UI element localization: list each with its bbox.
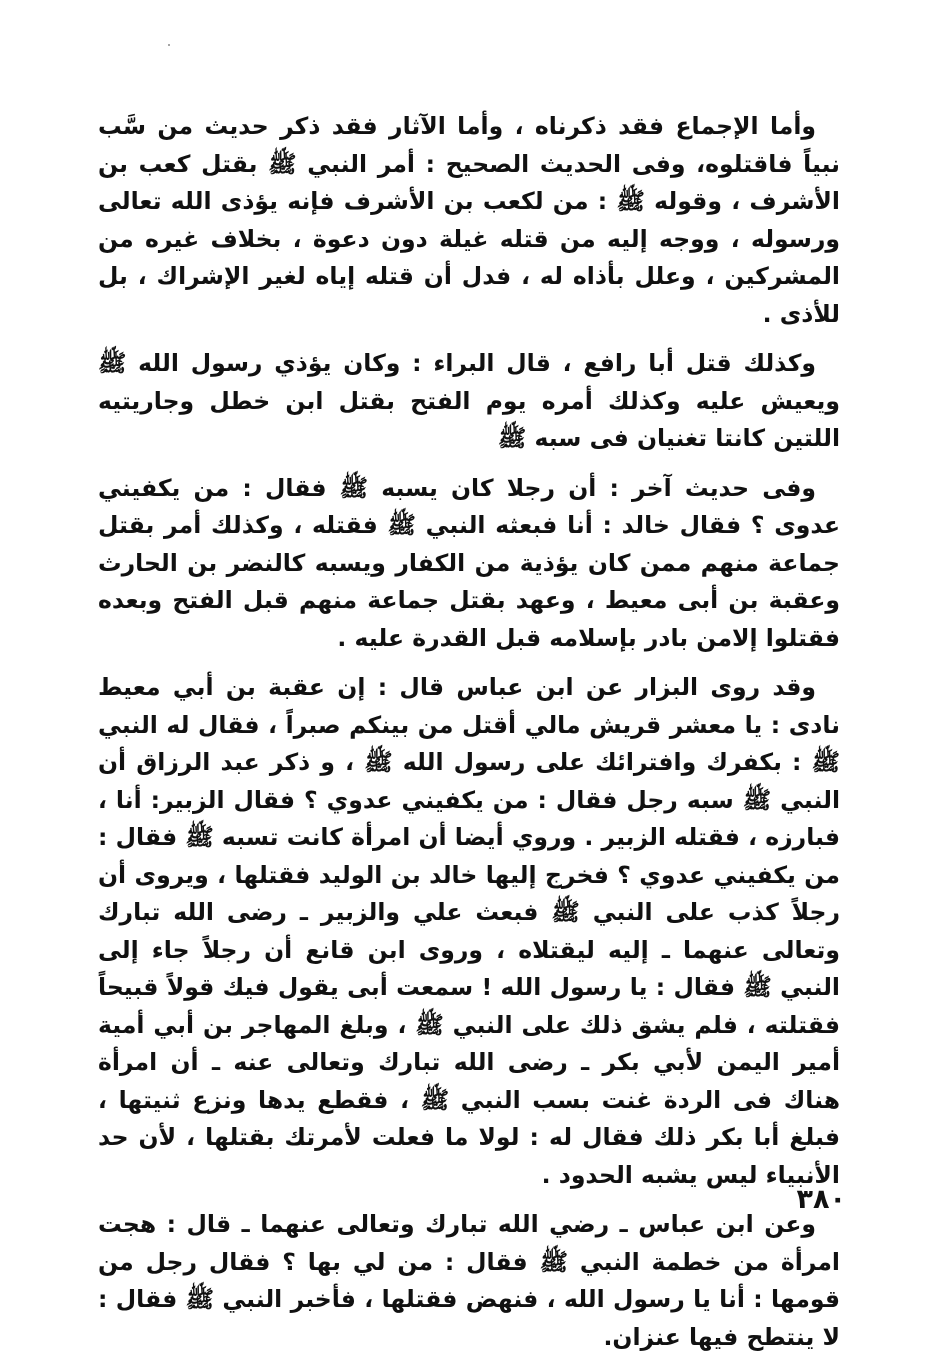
page-number: ٣٨٠ — [796, 1184, 846, 1215]
page-body — [98, 108, 840, 1368]
paragraph-5: وعن ابن عباس ـ رضي الله تبارك وتعالى عنهما ـ قال : هجت امرأة من خطمة النبي ﷺ فقال : من لي بها ؟ فقال رجل من قومها : أنا يا رسول الله ، فنهض فقتلها ، فأخبر النبي ﷺ فقال : لا ينتطح فيها عنزان. — [98, 1210, 840, 1351]
paragraph-1: وأما الإجماع فقد ذكرناه ، وأما الآثار فقد ذكر حديث من سَّب نبياً فاقتلوه، وفى الحديث الصحيح : أمر النبي ﷺ بقتل كعب بن الأشرف ، وقوله ﷺ : من لكعب بن الأشرف فإنه يؤذى الله تعالى ورسوله ، ووجه إليه من قتله غيلة دون دعوة ، بخلاف غيره من المشركين ، وعلل بأذاه له ، فدل أن قتله إياه لغير الإشراك ، بل للأذى . — [98, 112, 840, 328]
paragraph-3: وفى حديث آخر : أن رجلا كان يسبه ﷺ فقال : من يكفيني عدوى ؟ فقال خالد : أنا فبعثه النبي ﷺ فقتله ، وكذلك أمر بقتل جماعة منهم ممن كان يؤذية من الكفار ويسبه كالنضر بن الحارث وعقبة بن أبى معيط ، وعهد بقتل جماعة منهم قبل الفتح وبعده فقتلوا إلامن بادر بإسلامه قبل القدرة عليه . — [98, 473, 840, 652]
paragraph-4: وقد روى البزار عن ابن عباس قال : إن عقبة بن أبي معيط نادى : يا معشر قريش مالي أقتل من بينكم صبراً ، فقال له النبي ﷺ : بكفرك وافترائك على رسول الله ﷺ ، و ذكر عبد الرزاق أن النبي ﷺ سبه رجل فقال : من يكفيني عدوي ؟ فقال الزبير: أنا ، فبارزه ، فقتله الزبير . وروي أيضا أن امرأة كانت تسبه ﷺ فقال : من يكفيني عدوي ؟ فخرج إليها خالد بن الوليد فقتلها ، ويروى أن رجلاً كذب على النبي ﷺ فبعث علي والزبير ـ رضى الله تبارك وتعالى عنهما ـ إليه ليقتلاه ، وروى ابن قانع أن رجلاً جاء إلى النبي ﷺ فقال : يا رسول الله ! سمعت أبى يقول فيك قولاً قبيحاً فقتلته ، فلم يشق ذلك على النبي ﷺ ، وبلغ المهاجر بن أبي أمية أمير اليمن لأبي بكر ـ رضى الله تبارك وتعالى عنه ـ أن امرأة هناك فى الردة غنت بسب النبي ﷺ ، فقطع يدها ونزع ثنيتها ، فبلغ أبا بكر ذلك فقال له : لولا ما فعلت لأمرتك بقتلها ، لأن حد الأنبياء ليس يشبه الحدود . — [98, 673, 840, 1189]
scan-speck — [168, 44, 170, 46]
paragraph-2: وكذلك قتل أبا رافع ، قال البراء : وكان يؤذي رسول الله ﷺ ويعيش عليه وكذلك أمره يوم الفتح بقتل ابن خطل وجاريتيه اللتين كانتا تغنيان فى سبه ﷺ — [98, 349, 840, 452]
